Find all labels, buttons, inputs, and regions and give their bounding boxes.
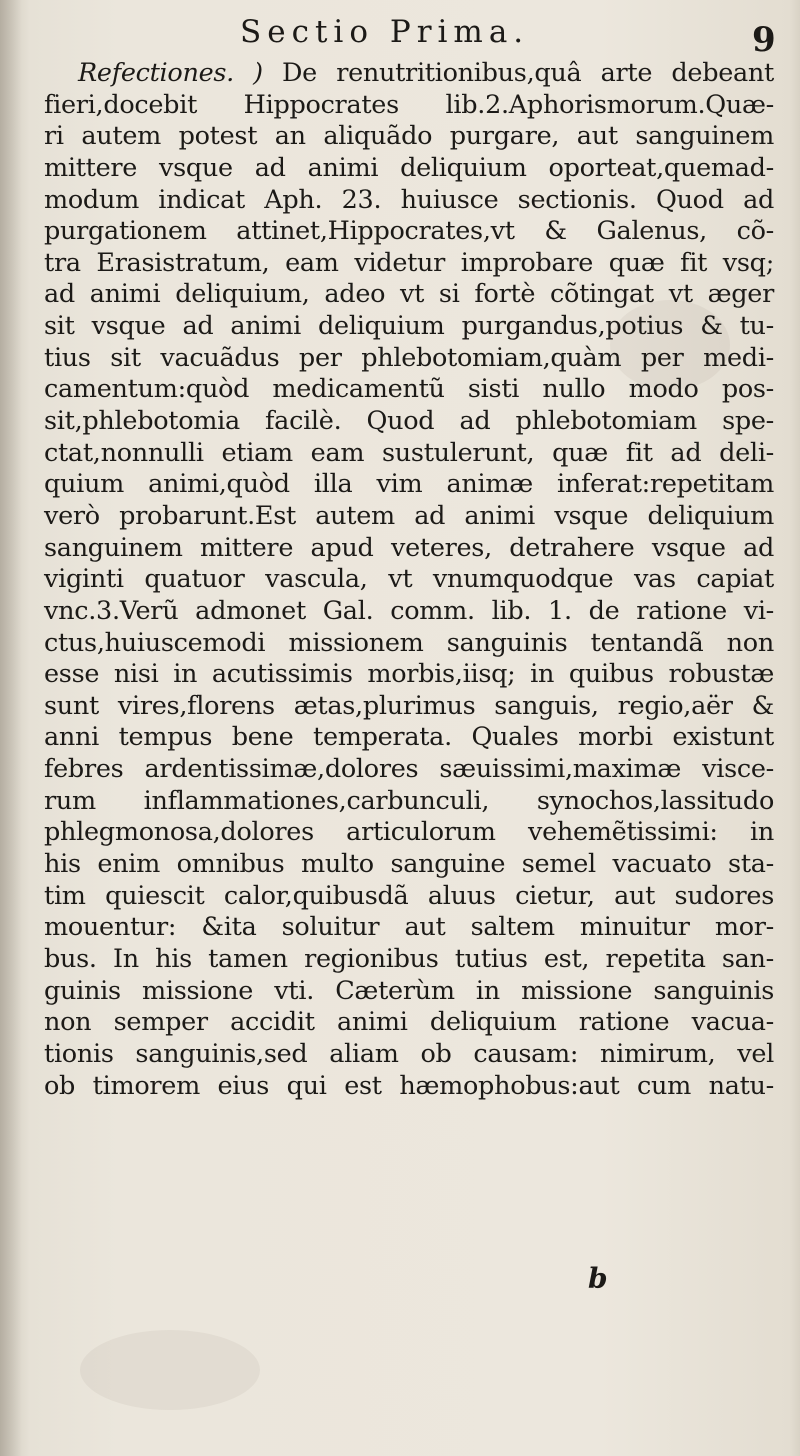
running-head: [0, 14, 800, 60]
text-line: febres ardentissimæ,dolores sæuissimi,maximæ visce-: [44, 754, 774, 785]
text-line: mouentur: &ita soluitur aut saltem minuitur mor-: [44, 912, 774, 943]
text-line: mittere vsque ad animi deliquium oporteat,quemad-: [44, 152, 774, 183]
text-line: ri autem potest an aliquãdo purgare, aut sanguinem: [44, 121, 774, 152]
text-line: sit,phlebotomia facilè. Quod ad phlebotomiam spe-: [44, 406, 774, 437]
text-line: tius sit vacuãdus per phlebotomiam,quàm per medi-: [44, 342, 774, 373]
text-line: viginti quatuor vascula, vt vnumquodque vas capiat: [44, 564, 774, 595]
text-line: purgationem attinet,Hippocrates,vt & Galenus, cõ-: [44, 216, 774, 247]
text-line: bus. In his tamen regionibus tutius est, repetita san-: [44, 943, 774, 974]
text-line: quium animi,quòd illa vim animæ inferat:repetitam: [44, 469, 774, 500]
text-line: anni tempus bene temperata. Quales morbi existunt: [44, 722, 774, 753]
text-line-rest: De renutritionibus,quâ arte debeant: [262, 58, 774, 88]
text-line: his enim omnibus multo sanguine semel vacuato sta-: [44, 849, 774, 880]
text-line: ctus,huiuscemodi missionem sanguinis tentandã non: [44, 627, 774, 658]
text-line: ad animi deliquium, adeo vt si fortè cõtingat vt æger: [44, 279, 774, 310]
text-line: tim quiescit calor,quibusdã aluus cietur, aut sudores: [44, 880, 774, 911]
text-line: sit vsque ad animi deliquium purgandus,potius & tu-: [44, 311, 774, 342]
text-line: ctat,nonnulli etiam eam sustulerunt, quæ fit ad deli-: [44, 437, 774, 468]
text-line: tionis sanguinis,sed aliam ob causam: nimirum, vel: [44, 1038, 774, 1069]
text-line: ob timorem eius qui est hæmophobus:aut cum natu-: [44, 1070, 774, 1101]
text-line: guinis missione vti. Cæterùm in missione sanguinis: [44, 975, 774, 1006]
text-line: vnc.3.Verũ admonet Gal. comm. lib. 1. de ratione vi-: [44, 595, 774, 626]
text-line: camentum:quòd medicamentũ sisti nullo modo pos-: [44, 374, 774, 405]
text-line: esse nisi in acutissimis morbis,iisq; in quibus robustæ: [44, 659, 774, 690]
paper-stain: [80, 1330, 260, 1410]
text-line: sanguinem mittere apud veteres, detrahere vsque ad: [44, 532, 774, 563]
section-heading: Refectiones. ): [78, 58, 263, 88]
text-line: [44, 58, 774, 90]
text-line: modum indicat Aph. 23. huiusce sectionis. Quod ad: [44, 184, 774, 215]
gutter-shadow: [0, 0, 22, 1456]
page-number: 9: [752, 20, 776, 60]
text-line: tra Erasistratum, eam videtur improbare quæ fit vsq;: [44, 247, 774, 278]
text-line: rum inflammationes,carbunculi, synochos,lassitudo: [44, 785, 774, 816]
text-line: fieri,docebit Hippocrates lib.2.Aphorismorum.Quæ-: [44, 89, 774, 120]
text-line: non semper accidit animi deliquium ratione vacua-: [44, 1007, 774, 1038]
catchword: b: [588, 1262, 608, 1295]
body-text: [44, 58, 774, 1102]
running-title: Sectio Prima.: [240, 14, 530, 50]
text-line: sunt vires,florens ætas,plurimus sanguis, regio,aër &: [44, 690, 774, 721]
text-line: verò probarunt.Est autem ad animi vsque deliquium: [44, 500, 774, 531]
text-line: phlegmonosa,dolores articulorum vehemẽtissimi: in: [44, 817, 774, 848]
